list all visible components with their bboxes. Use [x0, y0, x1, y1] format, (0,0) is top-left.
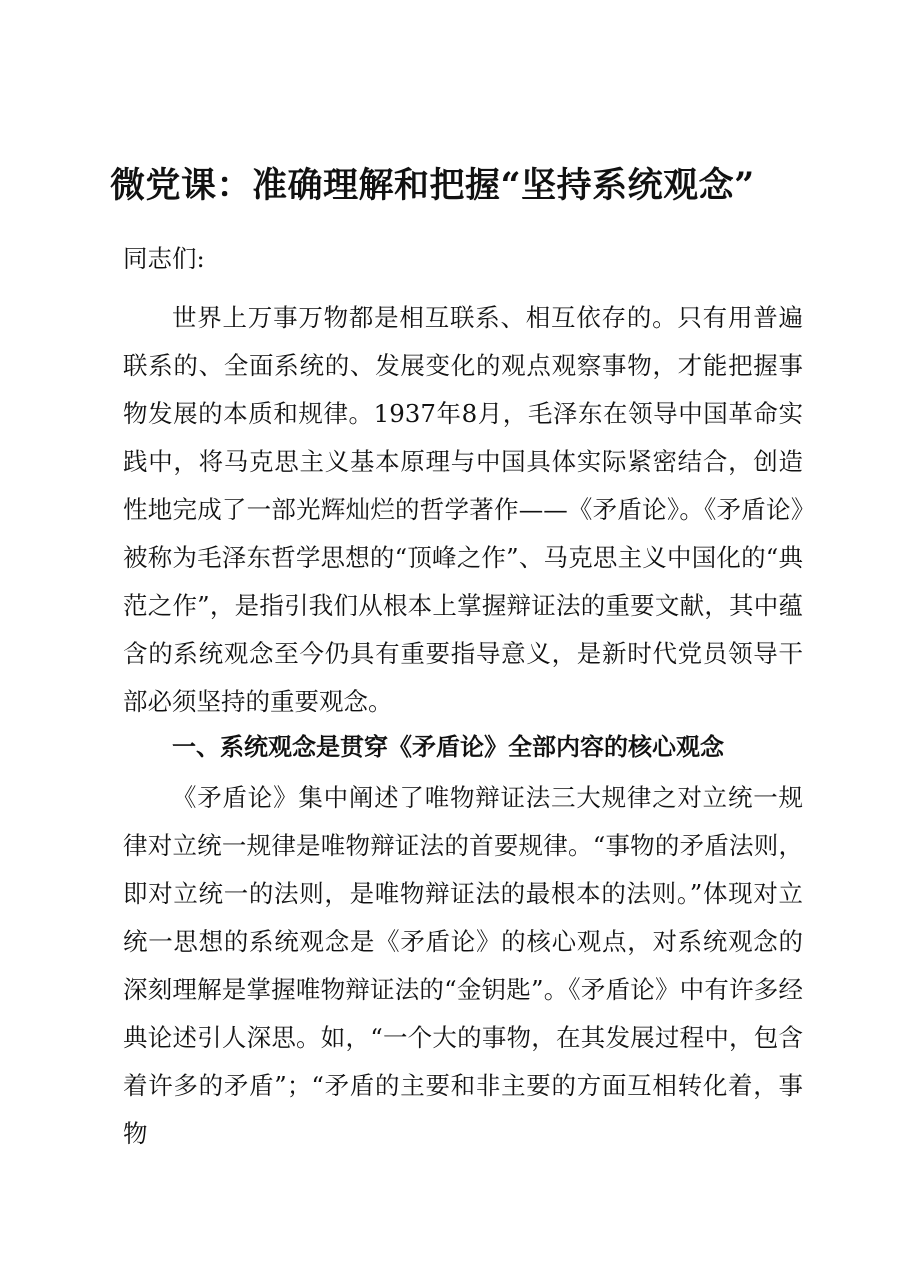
salutation: 同志们:	[123, 244, 205, 273]
body-paragraph-1: 世界上万事万物都是相互联系、相互依存的。只有用普遍联系的、全面系统的、发展变化的观点观察事物，才能把握事物发展的本质和规律。1937年8月，毛泽东在领导中国革命实践中，将马克思主义基本原理与中国具体实际紧密结合，创造性地完成了一部光辉灿烂的哲学著作——《矛盾论》。《矛盾论》被称为毛泽东哲学思想的“顶峰之作”、马克思主义中国化的“典范之作”，是指引我们从根本上掌握辩证法的重要文献，其中蕴含的系统观念至今仍具有重要指导意义，是新时代党员领导干部必须坚持的重要观念。	[123, 303, 803, 716]
document-title: 微党课：准确理解和把握“坚持系统观念”	[110, 165, 755, 206]
body-paragraph-2: 《矛盾论》集中阐述了唯物辩证法三大规律之对立统一规律对立统一规律是唯物辩证法的首要规律。“事物的矛盾法则，即对立统一的法则，是唯物辩证法的最根本的法则。”体现对立统一思想的系统观念是《矛盾论》的核心观点，对系统观念的深刻理解是掌握唯物辩证法的“金钥匙”。《矛盾论》中有许多经典论述引人深思。如，“一个大的事物，在其发展过程中，包含着许多的矛盾”；“矛盾的主要和非主要的方面互相转化着，事物	[123, 783, 803, 1148]
section-heading-1: 一、系统观念是贯穿《矛盾论》全部内容的核心观念	[172, 733, 724, 761]
